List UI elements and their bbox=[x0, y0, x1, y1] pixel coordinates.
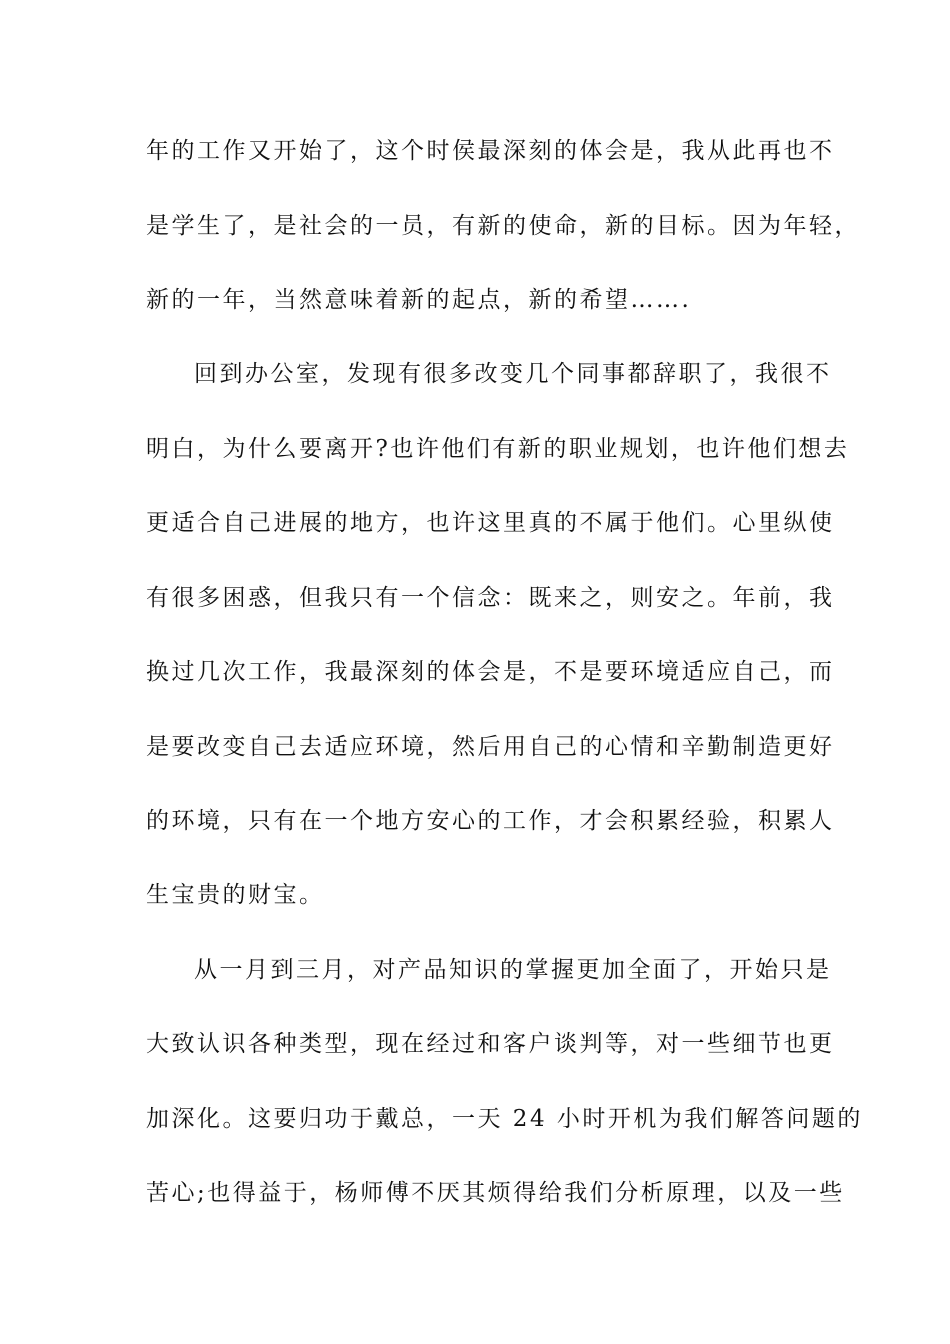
text-line: 新的一年，当然意味着新的起点，新的希望……. bbox=[146, 287, 692, 313]
paragraph-first-line: 从一月到三月，对产品知识的掌握更加全面了，开始只是 bbox=[194, 957, 832, 983]
text-line: 大致认识各种类型，现在经过和客户谈判等，对一些细节也更 bbox=[146, 1031, 835, 1057]
text-line: 是要改变自己去适应环境，然后用自己的心情和辛勤制造更好 bbox=[146, 734, 835, 760]
paragraph-first-line: 回到办公室，发现有很多改变几个同事都辞职了，我很不 bbox=[194, 361, 832, 387]
text-line: 更适合自己进展的地方，也许这里真的不属于他们。心里纵使 bbox=[146, 510, 835, 536]
text-line: 年的工作又开始了，这个时侯最深刻的体会是，我从此再也不 bbox=[146, 138, 835, 164]
text-line: 有很多困惑，但我只有一个信念：既来之，则安之。年前，我 bbox=[146, 585, 835, 611]
text-line: 苦心;也得益于，杨师傅不厌其烦得给我们分析原理，以及一些 bbox=[146, 1180, 845, 1206]
text-line: 是学生了，是社会的一员，有新的使命，新的目标。因为年轻， bbox=[146, 213, 860, 239]
text-line: 换过几次工作，我最深刻的体会是，不是要环境适应自己，而 bbox=[146, 659, 835, 685]
text-line: 的环境，只有在一个地方安心的工作，才会积累经验，积累人 bbox=[146, 808, 835, 834]
text-line: 明白，为什么要离开?也许他们有新的职业规划，也许他们想去 bbox=[146, 436, 850, 462]
text-line: 加深化。这要归功于戴总，一天 24 小时开机为我们解答问题的 bbox=[146, 1106, 863, 1132]
text-line: 生宝贵的财宝。 bbox=[146, 882, 325, 908]
